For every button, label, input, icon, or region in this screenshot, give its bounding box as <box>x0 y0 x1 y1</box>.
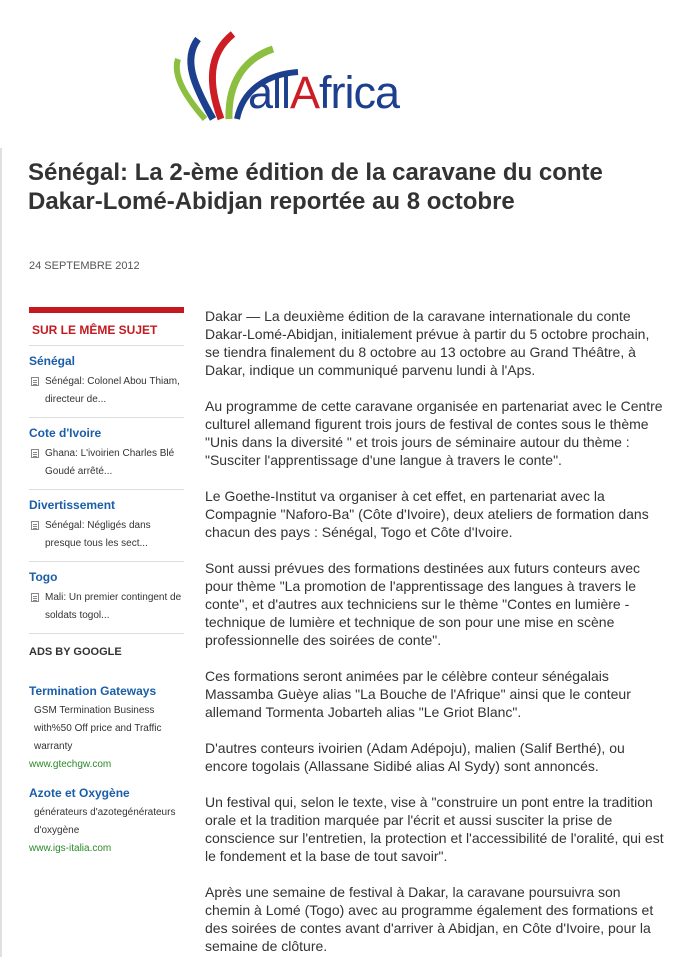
sidebar-category-cote-divoire[interactable]: Cote d'Ivoire <box>29 426 102 440</box>
article-paragraph: D'autres conteurs ivoirien (Adam Adépoju), malien (Salif Berthé), ou encore togolais (Allassane Sidibé alias Al Sydy) sont annoncés. <box>205 740 625 774</box>
article-paragraph: Le Goethe-Institut va organiser à cet effet, en partenariat avec la Compagnie "Naforo-Ba" (Côte d'Ivoire), deux ateliers de formation dans chacun des pays : Sénégal, Togo et Côte d'Ivoire. <box>205 488 649 540</box>
article-body <box>205 307 665 973</box>
article-paragraph: Un festival qui, selon le texte, vise à "construire un pont entre la tradition orale et la tradition marquée par l'écrit et aussi susciter la prise de conscience sur l'entretien, la protection et l'accessibilité de l'oralité, qui est le fondement et la base de tout savoir". <box>205 794 664 864</box>
sidebar-heading: SUR LE MÊME SUJET <box>32 323 158 337</box>
divider <box>29 345 184 346</box>
ad-url-link[interactable]: www.igs-italia.com <box>29 843 112 854</box>
sidebar-related-link[interactable]: Sénégal: Colonel Abou Thiam, directeur de... <box>29 373 184 409</box>
article-paragraph: Ces formations seront animées par le célèbre conteur sénégalais Massamba Guèye alias "La Bouche de l'Afrique" ainsi que le conteur allemand Tormenta Jobarteh alias "Le Griot Blanc". <box>205 668 631 720</box>
page-title: Sénégal: La 2-ème édition de la caravane du conte Dakar-Lomé-Abidjan reportée au 8 octobre <box>28 159 603 215</box>
ad-url-link[interactable]: www.gtechgw.com <box>29 759 112 770</box>
article-paragraph: Après une semaine de festival à Dakar, la caravane poursuivra son chemin à Lomé (Togo) avec au programme également des formations et des soirées de contes avant d'arriver à Abidjan, en Côte d'Ivoire, pour la semaine de clôture. <box>205 884 654 954</box>
document-icon <box>31 593 39 602</box>
ad-title-link[interactable]: Termination Gateways <box>29 684 157 698</box>
sidebar-related-link[interactable]: Ghana: L'ivoirien Charles Blé Goudé arrêté... <box>29 445 184 481</box>
divider <box>29 489 184 490</box>
article-paragraph: Au programme de cette caravane organisée en partenariat avec le Centre culturel allemand figurent trois jours de festival de contes sous le thème "Unis dans la diversité " et trois jours de séminaire autour du thème : "Susciter l'apprentissage d'une langue à travers le conte". <box>205 398 663 468</box>
sidebar-category-divertissement[interactable]: Divertissement <box>29 498 116 512</box>
ads-heading: ADS BY GOOGLE <box>29 646 122 658</box>
sidebar-category-senegal[interactable]: Sénégal <box>29 354 76 368</box>
document-icon <box>31 521 39 530</box>
article-paragraph: Dakar — La deuxième édition de la caravane internationale du conte Dakar-Lomé-Abidjan, initialement prévue à partir du 5 octobre prochain, se tiendra finalement du 8 octobre au 13 octobre au Grand Théâtre, à Dakar, indique un communiqué parvenu lundi à l'Aps. <box>205 308 650 378</box>
ad-title-link[interactable]: Azote et Oxygène <box>29 786 130 800</box>
sidebar <box>29 307 184 858</box>
logo-wordmark[interactable]: allAfrica <box>248 67 400 118</box>
divider <box>29 417 184 418</box>
document-icon <box>31 377 39 386</box>
publish-date: 24 SEPTEMBRE 2012 <box>29 260 140 272</box>
sidebar-related-link[interactable]: Sénégal: Négligés dans presque tous les sect... <box>29 517 184 553</box>
sidebar-related-link[interactable]: Mali: Un premier contingent de soldats togol... <box>29 589 184 625</box>
divider <box>29 561 184 562</box>
divider <box>29 633 184 634</box>
article-paragraph: Sont aussi prévues des formations destinées aux futurs conteurs avec pour thème "La promotion de l'apprentissage des langues à travers le conte", et d'autres aux techniciens sur le thème "Contes en lumière - technique de lumière et technique de son pour une mise en scène professionnelle des soirées de conte". <box>205 560 641 648</box>
document-icon <box>31 449 39 458</box>
ad-text[interactable]: GSM Termination Business with%50 Off price and Traffic warranty <box>34 705 162 752</box>
ad-text[interactable]: générateurs d'azotegénérateurs d'oxygène <box>34 807 176 836</box>
sidebar-accent-bar <box>29 307 184 313</box>
sidebar-category-togo[interactable]: Togo <box>29 570 58 584</box>
